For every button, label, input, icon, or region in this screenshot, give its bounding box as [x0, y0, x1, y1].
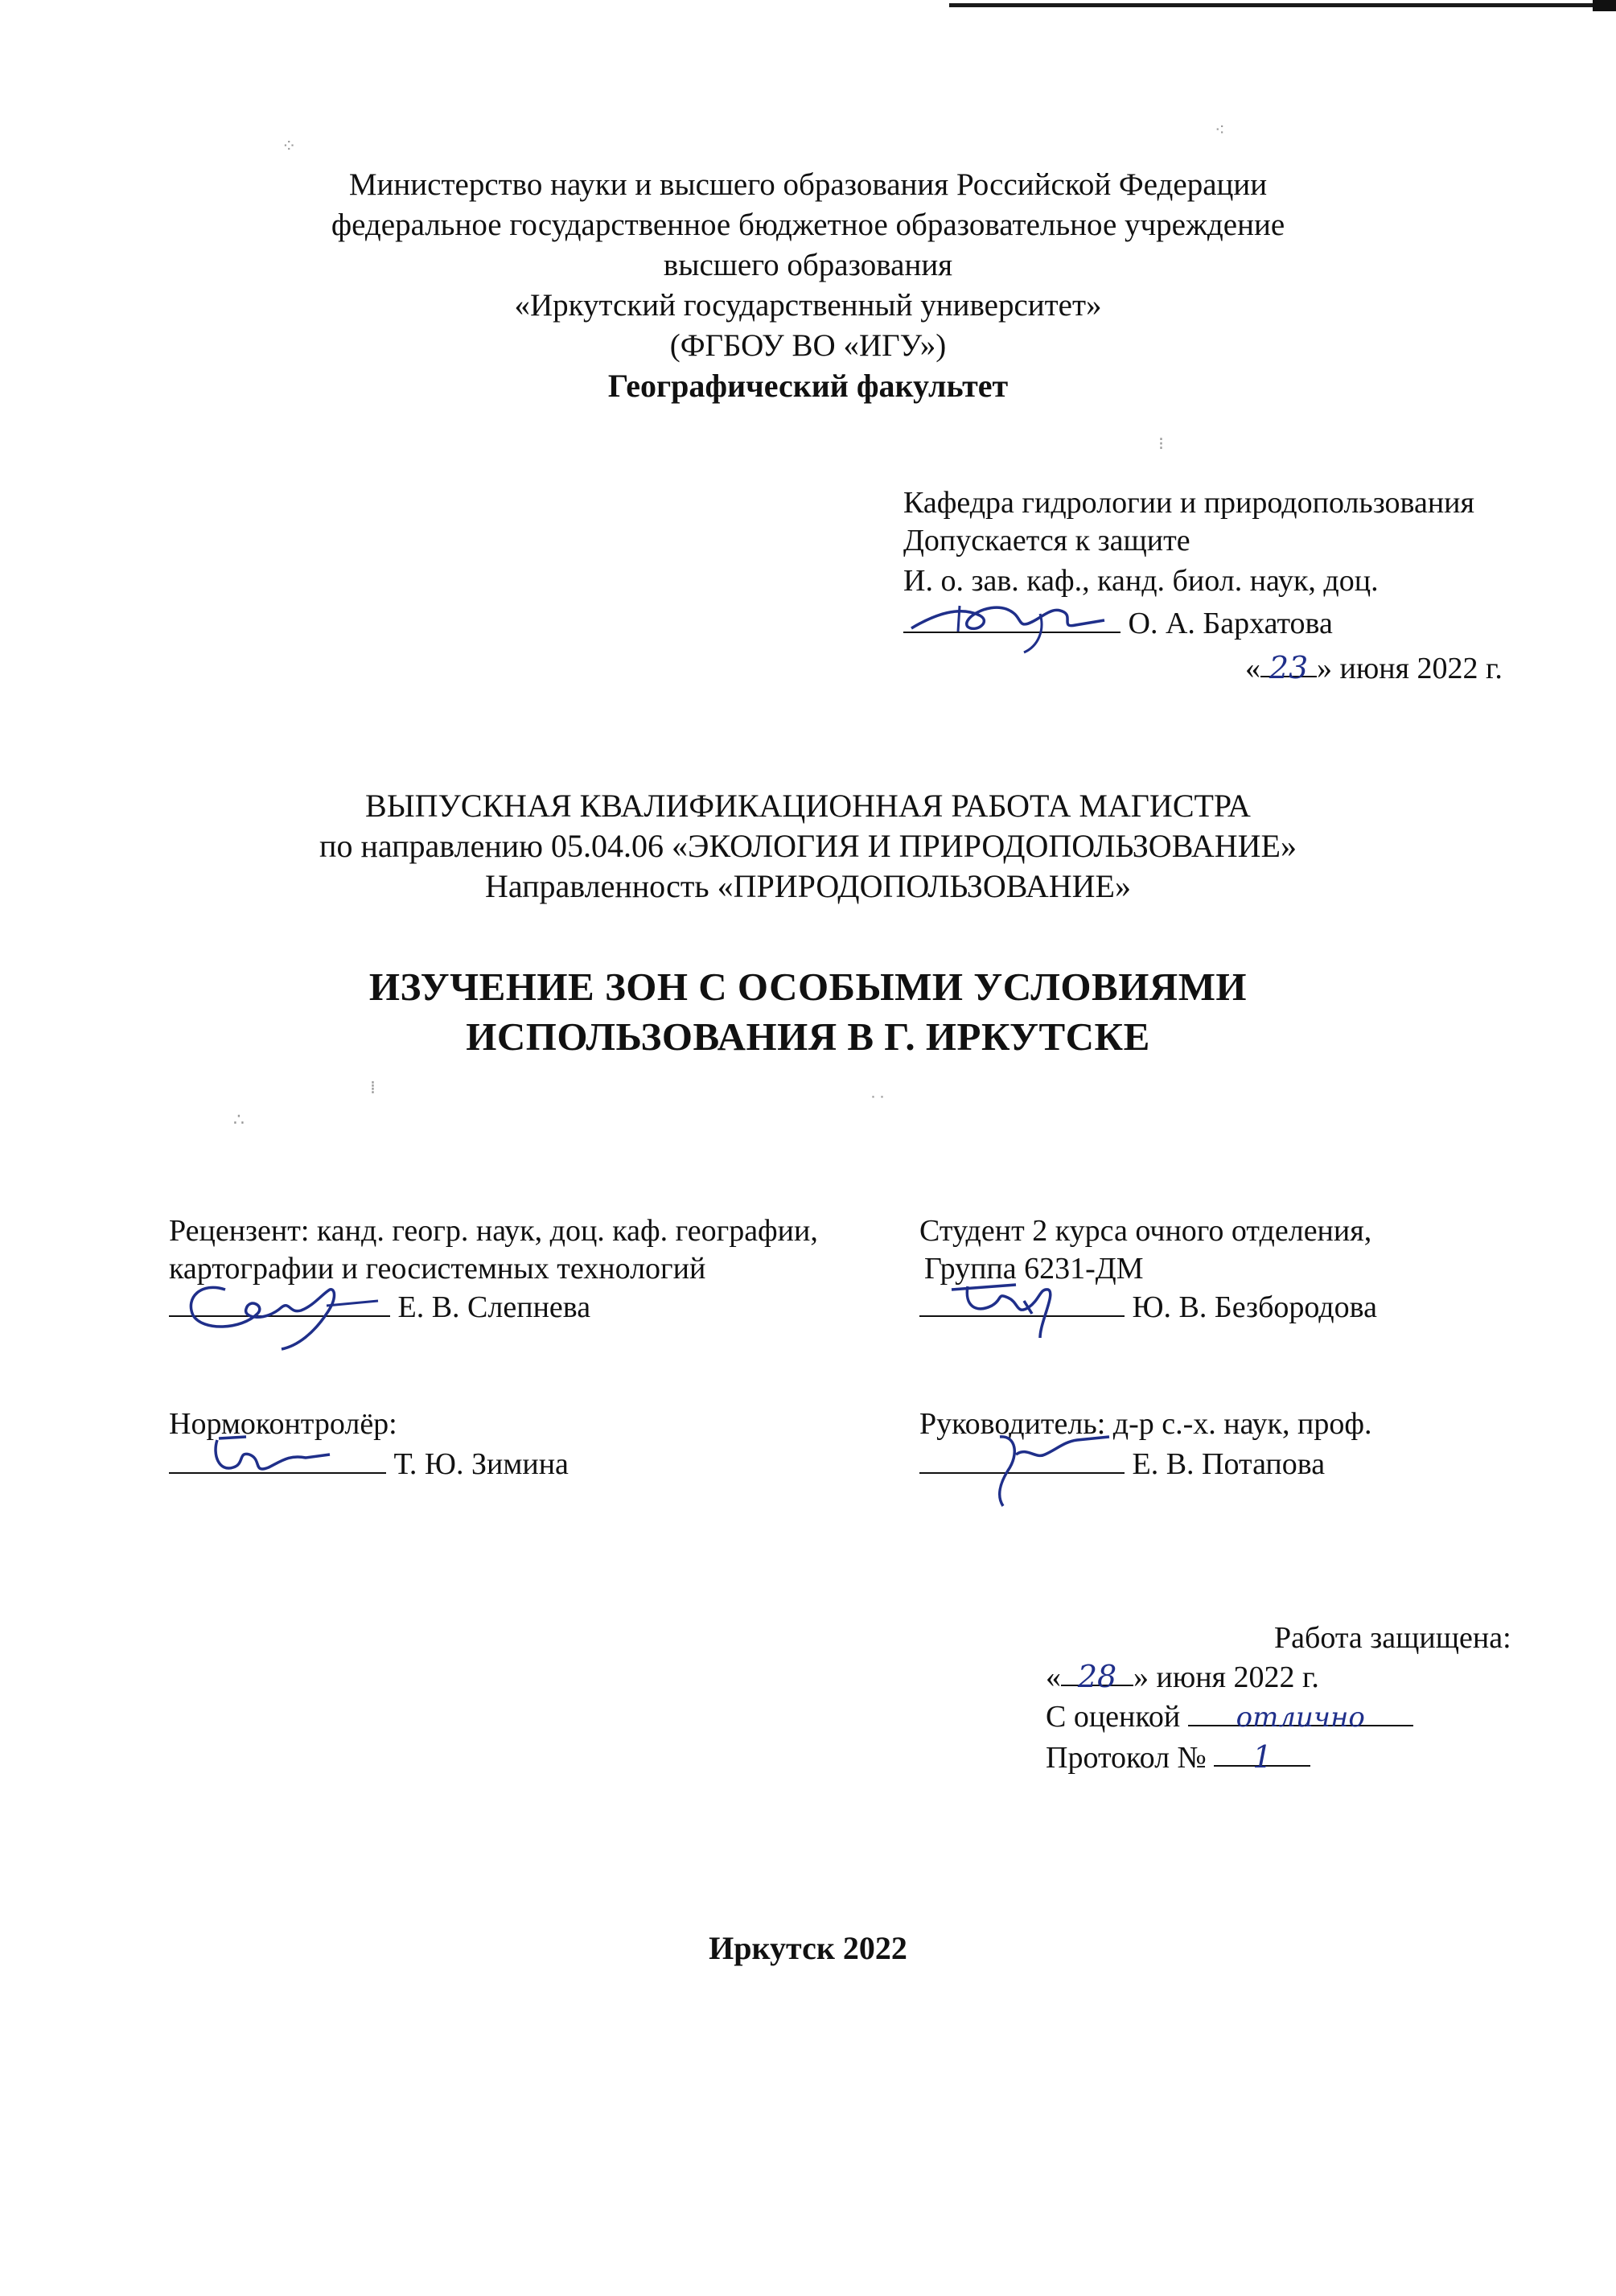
admitted-line: Допускается к защите — [903, 524, 1190, 558]
focus-line: Направленность «ПРИРОДОПОЛЬЗОВАНИЕ» — [485, 868, 1131, 904]
institution-type-line: федеральное государственное бюджетное образовательное учреждение — [331, 208, 1285, 242]
student-name: Ю. В. Безбородова — [1132, 1290, 1377, 1324]
thesis-title-line-2: ИСПОЛЬЗОВАНИЯ В Г. ИРКУТСКЕ — [466, 1014, 1150, 1059]
scan-corner-mark — [1593, 0, 1616, 11]
signature-blank — [169, 1446, 386, 1474]
department-line: Кафедра гидрологии и природопользования — [903, 486, 1474, 520]
defense-date-rest: » июня 2022 г. — [1133, 1660, 1319, 1694]
student-line-1: Студент 2 курса очного отделения, — [919, 1214, 1372, 1248]
scan-noise: ⁘ — [282, 137, 297, 157]
scan-noise: ⁞ — [370, 1078, 376, 1098]
grade-label: С оценкой — [1046, 1700, 1181, 1734]
reviewer-line-1: Рецензент: канд. геогр. наук, доц. каф. географии, — [169, 1214, 818, 1248]
work-type-line: ВЫПУСКНАЯ КВАЛИФИКАЦИОННАЯ РАБОТА МАГИСТРА — [365, 788, 1251, 824]
head-signature-line — [903, 606, 1333, 641]
scan-edge-mark — [949, 3, 1616, 7]
protocol-label: Протокол № — [1046, 1741, 1207, 1775]
scan-noise: ⁝ — [1158, 434, 1164, 455]
reviewer-line-2: картографии и геосистемных технологий — [169, 1252, 706, 1286]
approval-date-open: « — [1245, 652, 1260, 685]
reviewer-name: Е. В. Слепнева — [397, 1290, 591, 1324]
ministry-line: Министерство науки и высшего образования Российской Федерации — [348, 167, 1268, 202]
direction-line: по направлению 05.04.06 «ЭКОЛОГИЯ И ПРИРОДОПОЛЬЗОВАНИЕ» — [319, 828, 1297, 864]
approval-date-line — [1245, 650, 1503, 686]
signature-blank — [919, 1446, 1125, 1474]
defense-date-day: 28 — [1077, 1659, 1117, 1694]
student-signature — [919, 1265, 1112, 1346]
supervisor-signature-line — [919, 1446, 1325, 1482]
approval-date-day-blank — [1260, 650, 1317, 685]
city-year: Иркутск 2022 — [709, 1930, 907, 1966]
grade-line — [1046, 1699, 1413, 1734]
scan-noise: ∴ — [233, 1110, 245, 1130]
head-signature — [903, 582, 1112, 654]
signature-blank — [169, 1290, 390, 1317]
defense-date-line — [1046, 1659, 1319, 1695]
norm-controller-label: Нормоконтролёр: — [169, 1407, 397, 1441]
student-signature-line — [919, 1290, 1377, 1325]
scan-noise: ˙˙ — [869, 1094, 886, 1114]
scan-noise: ⁖ — [1215, 121, 1225, 141]
norm-controller-signature — [169, 1422, 378, 1495]
norm-controller-signature-line — [169, 1446, 569, 1482]
signature-blank — [919, 1290, 1125, 1317]
defense-date-day-blank — [1061, 1659, 1133, 1694]
head-title-line: И. о. зав. каф., канд. биол. наук, доц. — [903, 564, 1379, 598]
supervisor-signature — [919, 1422, 1121, 1511]
thesis-title-line-1: ИЗУЧЕНИЕ ЗОН С ОСОБЫМИ УСЛОВИЯМИ — [368, 965, 1248, 1009]
education-level-line: высшего образования — [663, 248, 953, 282]
grade-blank — [1188, 1699, 1413, 1734]
protocol-line — [1046, 1739, 1310, 1775]
reviewer-signature-line — [169, 1290, 590, 1325]
university-line: «Иркутский государственный университет» — [514, 288, 1102, 323]
head-name: О. А. Бархатова — [1128, 607, 1333, 640]
student-line-2: Группа 6231-ДМ — [924, 1252, 1144, 1286]
supervisor-label: Руководитель: д-р с.-х. наук, проф. — [919, 1407, 1372, 1441]
grade-value: отлично — [1236, 1701, 1365, 1734]
supervisor-name: Е. В. Потапова — [1132, 1447, 1326, 1481]
defense-date-open: « — [1046, 1660, 1061, 1694]
protocol-blank — [1214, 1739, 1310, 1775]
norm-controller-name: Т. Ю. Зимина — [393, 1447, 569, 1481]
approval-date-day: 23 — [1269, 650, 1309, 685]
approval-date-rest: » июня 2022 г. — [1317, 652, 1503, 685]
abbreviation-line: (ФГБОУ ВО «ИГУ») — [669, 328, 947, 363]
defense-label: Работа защищена: — [1274, 1621, 1511, 1655]
reviewer-signature — [169, 1265, 386, 1354]
signature-blank — [903, 606, 1121, 633]
faculty-line: Географический факультет — [607, 368, 1009, 404]
protocol-value: 1 — [1252, 1739, 1273, 1775]
